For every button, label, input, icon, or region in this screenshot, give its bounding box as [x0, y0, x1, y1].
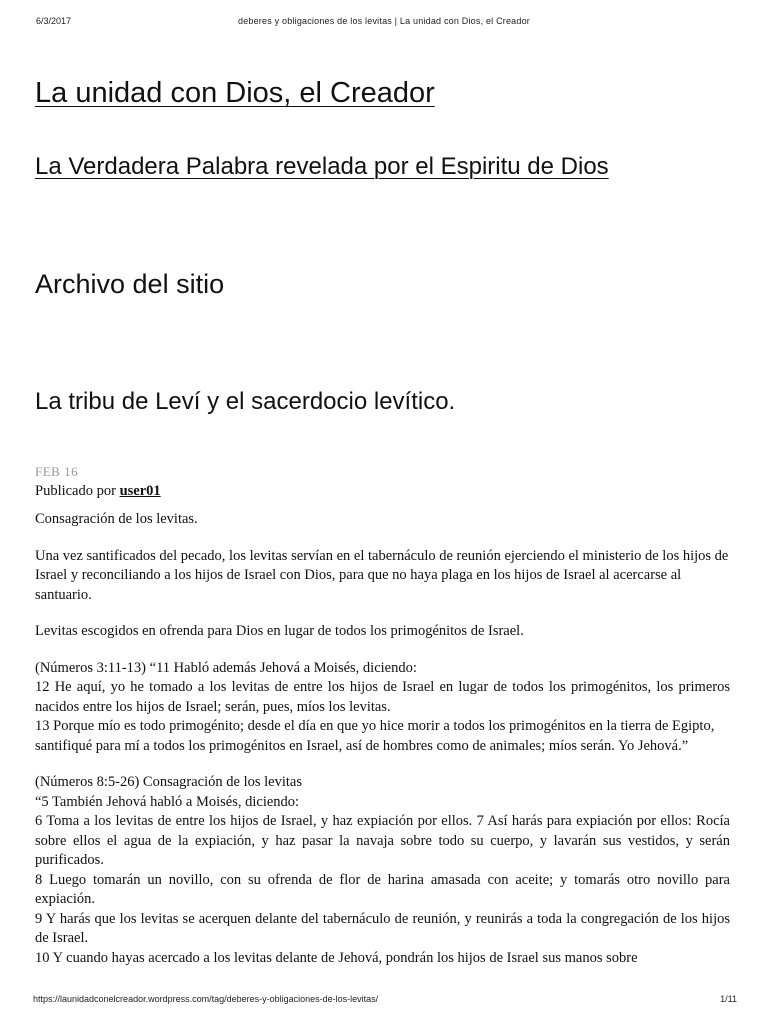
paragraph-line: Levitas escogidos en ofrenda para Dios en lugar de todos los primogénitos de Israel.: [35, 623, 524, 639]
post-paragraph: [35, 659, 730, 757]
post-paragraph: [35, 773, 730, 968]
post-paragraph: [35, 547, 730, 606]
author-link[interactable]: user01: [119, 483, 161, 499]
print-date: 6/3/2017: [36, 16, 72, 26]
paragraph-line: 9 Y harás que los levitas se acerquen delante del tabernáculo de reunión, y reunirás a toda la congregación de los hijos de Israel.: [35, 910, 730, 946]
paragraph-line: Consagración de los levitas.: [35, 511, 198, 527]
post-meta: [35, 463, 161, 501]
published-by-label: Publicado por: [35, 483, 116, 499]
print-footer: [0, 994, 768, 1008]
paragraph-line: (Números 8:5-26) Consagración de los levitas: [35, 774, 302, 790]
page-number: 1/11: [720, 994, 737, 1004]
post-paragraph: [35, 510, 730, 530]
post-body: [35, 510, 730, 985]
paragraph-line: (Números 3:11-13) “11 Habló además Jehová a Moisés, diciendo:: [35, 659, 417, 676]
site-tagline-link[interactable]: La Verdadera Palabra revelada por el Espiritu de Dios: [35, 153, 609, 180]
print-page-title: deberes y obligaciones de los levitas | La unidad con Dios, el Creador: [237, 16, 530, 26]
paragraph-line: Una vez santificados del pecado, los levitas servían en el tabernáculo de reunión ejerciendo el ministerio de los hijos de Israel y reconciliando a los hijos de Israel con Dios, para que no haya plaga en los hijos de Israel al acercarse al santuario.: [35, 547, 729, 603]
print-header: [0, 16, 768, 32]
post-paragraph: [35, 622, 730, 642]
paragraph-line: 10 Y cuando hayas acercado a los levitas delante de Jehová, pondrán los hijos de Israel sus manos sobre: [35, 949, 638, 966]
paragraph-line: 13 Porque mío es todo primogénito; desde el día en que yo hice morir a todos los primogénitos en la tierra de Egipto, santifiqué para mí a todos los primogénitos en Israel, así de hombres como de animales; míos serán. Yo Jehová.”: [35, 718, 715, 754]
byline: [35, 481, 161, 501]
post-date: FEB 16: [35, 464, 79, 479]
paragraph-line: “5 También Jehová habló a Moisés, diciendo:: [35, 793, 300, 810]
archive-heading: Archivo del sitio: [35, 269, 225, 299]
paragraph-line: 12 He aquí, yo he tomado a los levitas de entre los hijos de Israel en lugar de todos los primogénitos, los primeros nacidos entre los hijos de Israel; serán, pues, míos los levitas.: [35, 679, 730, 715]
site-title-link[interactable]: La unidad con Dios, el Creador: [35, 77, 435, 109]
post-title: La tribu de Leví y el sacerdocio levítico.: [35, 388, 456, 415]
paragraph-line: 6 Toma a los levitas de entre los hijos de Israel, y haz expiación por ellos. 7 Así harás para expiación por ellos: Rocía sobre ellos el agua de la expiación, y haz pasar la navaja sobre todo su cuerpo, y lavarán sus vestidos, y serán purificados.: [35, 813, 730, 868]
print-url: https://launidadconelcreador.wordpress.com/tag/deberes-y-obligaciones-de-los-levitas/: [33, 994, 379, 1004]
paragraph-line: 8 Luego tomarán un novillo, con su ofrenda de flor de harina amasada con aceite; y tomarás otro novillo para expiación.: [35, 871, 730, 907]
